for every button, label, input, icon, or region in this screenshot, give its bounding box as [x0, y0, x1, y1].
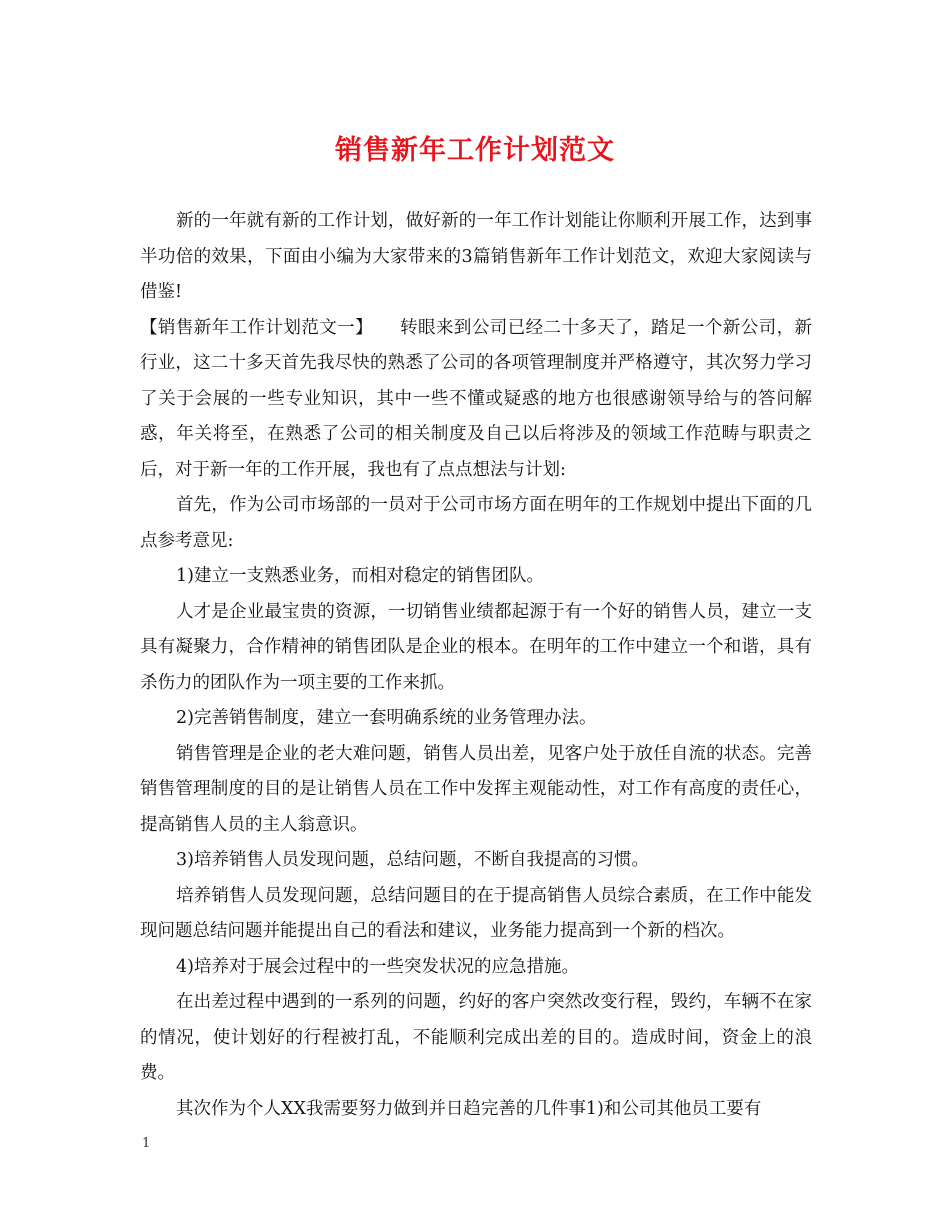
document-body: [140, 204, 812, 1127]
paragraph: 3)培养销售人员发现问题，总结问题，不断自我提高的习惯。: [176, 850, 649, 870]
paragraph: 其次作为个人XX我需要努力做到并日趋完善的几件事1)和公司其他员工要有: [176, 1098, 762, 1119]
paragraph: 销售管理是企业的老大难问题，销售人员出差，见客户处于放任自流的状态。完善销售管理制度的目的是让销售人员在工作中发挥主观能动性，对工作有高度的责任心，提高销售人员的主人翁意识。: [140, 743, 812, 835]
paragraph: 首先，作为公司市场部的一员对于公司市场方面在明年的工作规划中提出下面的几点参考意见:: [140, 495, 812, 551]
paragraph: 2)完善销售制度，建立一套明确系统的业务管理办法。: [176, 708, 597, 728]
document-title: 销售新年工作计划范文: [335, 135, 615, 166]
paragraph: 人才是企业最宝贵的资源，一切销售业绩都起源于有一个好的销售人员，建立一支具有凝聚力，合作精神的销售团队是企业的根本。在明年的工作中建立一个和谐，具有杀伤力的团队作为一项主要的工作来抓。: [140, 601, 812, 693]
paragraph: 培养销售人员发现问题，总结问题目的在于提高销售人员综合素质，在工作中能发现问题总结问题并能提出自己的看法和建议，业务能力提高到一个新的档次。: [140, 885, 812, 941]
paragraph: 4)培养对于展会过程中的一些突发状况的应急措施。: [176, 956, 579, 977]
paragraph: 1)建立一支熟悉业务，而相对稳定的销售团队。: [176, 566, 544, 586]
paragraph: 在出差过程中遇到的一系列的问题，约好的客户突然改变行程，毁约，车辆不在家的情况，使计划好的行程被打乱，不能顺利完成出差的目的。造成时间，资金上的浪费。: [140, 992, 812, 1083]
page-number: 1: [142, 1136, 151, 1151]
paragraph: 新的一年就有新的工作计划，做好新的一年工作计划能让你顺利开展工作，达到事半功倍的效果，下面由小编为大家带来的3篇销售新年工作计划范文，欢迎大家阅读与借鉴!: [140, 211, 812, 302]
paragraph: 【销售新年工作计划范文一】 转眼来到公司已经二十多天了，踏足一个新公司，新行业，这二十多天首先我尽快的熟悉了公司的各项管理制度并严格遵守，其次努力学习了关于会展的一些专业知识，其中一些不懂或疑惑的地方也很感谢领导给与的答问解惑，年关将至，在熟悉了公司的相关制度及自己以后将涉及的领域工作范畴与职责之后，对于新一年的工作开展，我也有了点点想法与计划:: [140, 317, 812, 480]
